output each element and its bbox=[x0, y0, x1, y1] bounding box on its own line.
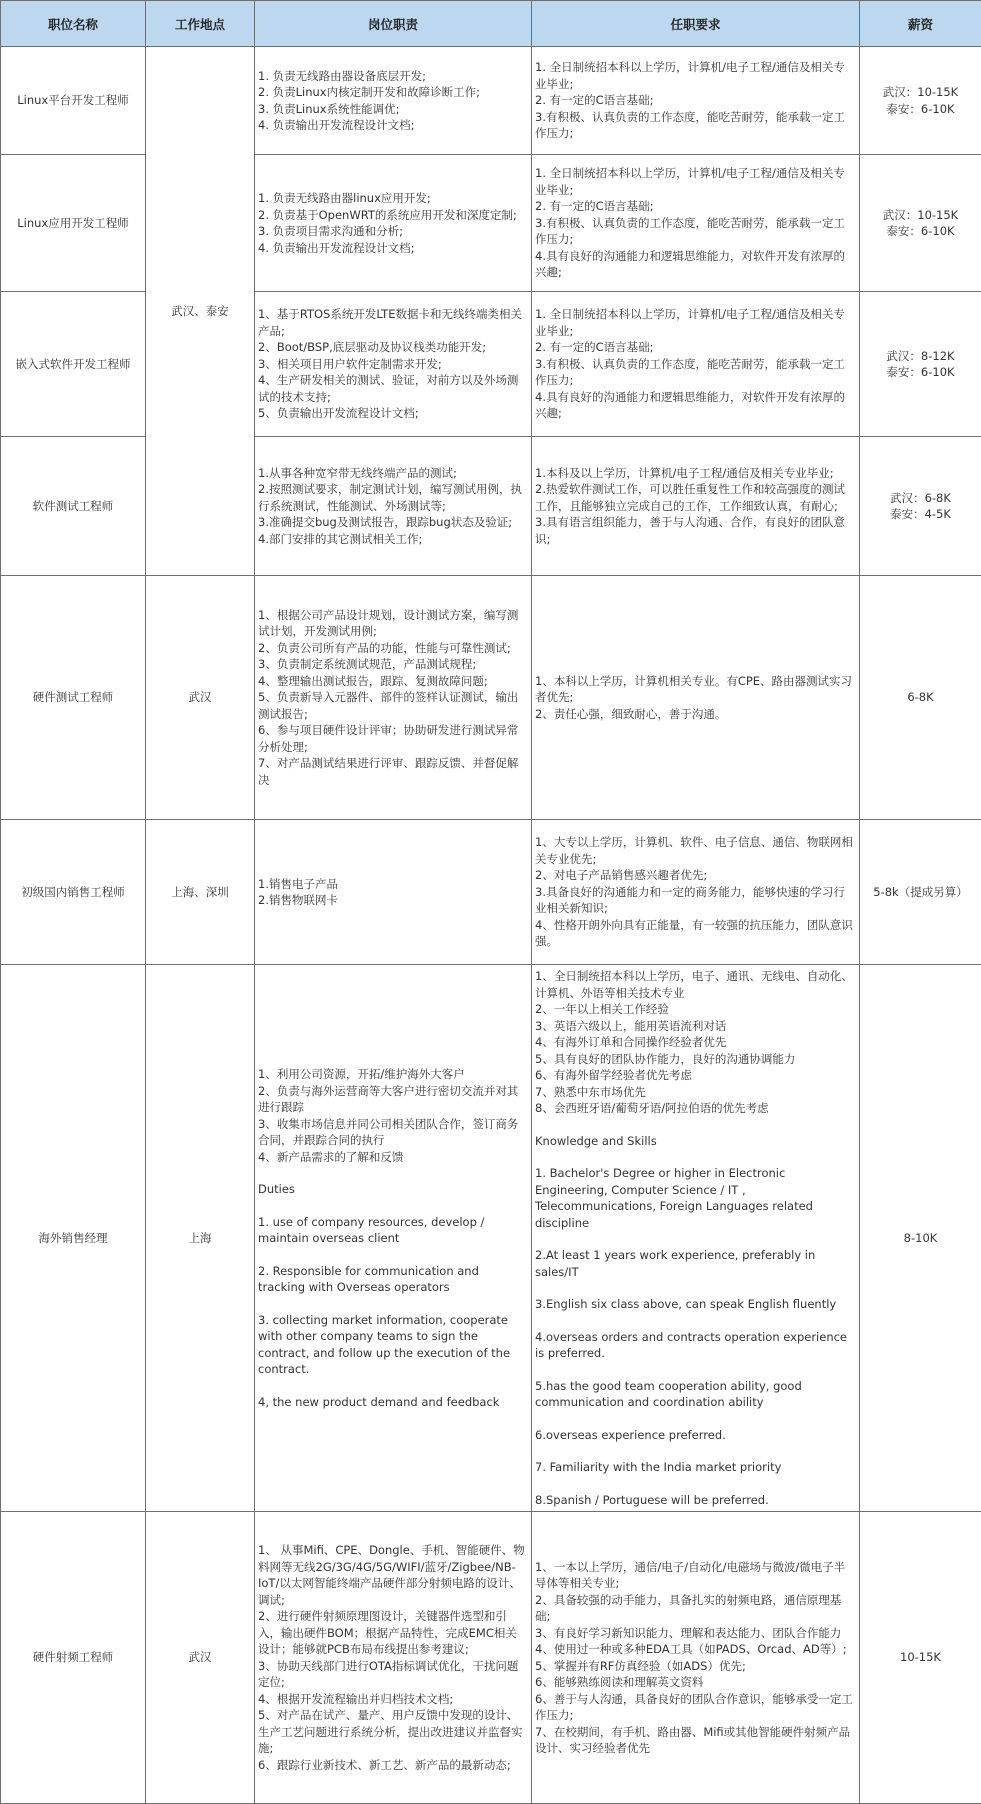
job-salary bbox=[860, 1512, 981, 1804]
requirement-line: 1、本科以上学历，计算机相关专业。有CPE、路由器测试实习者优先; bbox=[535, 673, 856, 706]
requirement-line: 1. Bachelor's Degree or higher in Electronic Engineering, Computer Science / IT , Telecommunications, Foreign Languages related discipline bbox=[535, 1165, 856, 1231]
duty-line: 1.从事各种宽窄带无线终端产品的测试; bbox=[258, 465, 528, 482]
requirements-en-heading: Knowledge and Skills bbox=[535, 1133, 856, 1150]
duty-line: 2、负责与海外运营商等大客户进行密切交流并对其进行跟踪 bbox=[258, 1083, 528, 1116]
job-title: 软件测试工程师 bbox=[1, 437, 146, 576]
job-title: 海外销售经理 bbox=[1, 965, 146, 1512]
requirement-line: 3.有积极、认真负责的工作态度，能吃苦耐劳，能承载一定工作压力; bbox=[535, 215, 856, 248]
job-location: 上海 bbox=[146, 965, 255, 1512]
spacer bbox=[258, 1247, 528, 1263]
salary-line: 泰安：6-10K bbox=[864, 223, 977, 240]
requirement-line: 6、有海外留学经验者优先考虑 bbox=[535, 1067, 856, 1084]
requirement-line: 5、掌握并有RF仿真经验（如ADS）优先; bbox=[535, 1658, 856, 1675]
duty-line: 1.销售电子产品 bbox=[258, 876, 528, 893]
duty-line: 1、利用公司资源，开拓/维护海外大客户 bbox=[258, 1066, 528, 1083]
spacer bbox=[535, 1231, 856, 1247]
requirement-line: 2、具备较强的动手能力，具备扎实的射频电路，通信原理基础; bbox=[535, 1592, 856, 1625]
job-location: 上海、深圳 bbox=[146, 820, 255, 965]
requirement-line: 1、一本以上学历，通信/电子/自动化/电磁场与微波/微电子半导体等相关专业; bbox=[535, 1559, 856, 1592]
requirement-line: 8.Spanish / Portuguese will be preferred. bbox=[535, 1492, 856, 1509]
spacer bbox=[258, 1198, 528, 1214]
requirement-line: 3、英语六级以上，能用英语流利对话 bbox=[535, 1018, 856, 1035]
job-duties bbox=[255, 1512, 532, 1804]
header-row bbox=[1, 1, 981, 47]
salary-line: 泰安：6-10K bbox=[864, 101, 977, 118]
duty-line: 4、整理输出测试报告，跟踪、复测故障问题; bbox=[258, 673, 528, 690]
duty-line: 5、负责新导入元器件、部件的签样认证测试，输出测试报告; bbox=[258, 689, 528, 722]
requirement-line: 3、有良好学习新知识能力、理解和表达能力、团队合作能力 bbox=[535, 1625, 856, 1642]
requirement-line: 4、有海外订单和合同操作经验者优先 bbox=[535, 1034, 856, 1051]
salary-line: 8-10K bbox=[864, 1230, 977, 1247]
requirement-line: 3.具备良好的沟通能力和一定的商务能力，能够快速的学习行业相关新知识; bbox=[535, 884, 856, 917]
job-requirements bbox=[532, 576, 860, 820]
requirement-line: 7、熟悉中东市场优先 bbox=[535, 1084, 856, 1101]
job-salary bbox=[860, 47, 981, 155]
header-title: 职位名称 bbox=[1, 1, 146, 47]
spacer bbox=[535, 1280, 856, 1296]
requirement-line: 3.有积极、认真负责的工作态度，能吃苦耐劳，能承载一定工作压力; bbox=[535, 109, 856, 142]
salary-line: 武汉：10-15K bbox=[864, 207, 977, 224]
job-requirements bbox=[532, 965, 860, 1512]
header-salary: 薪资 bbox=[860, 1, 981, 47]
job-requirements bbox=[532, 437, 860, 576]
job-salary bbox=[860, 576, 981, 820]
job-duties bbox=[255, 437, 532, 576]
duty-line: 3.准确提交bug及测试报告，跟踪bug状态及验证; bbox=[258, 514, 528, 531]
duty-line: 6、跟踪行业新技术、新工艺、新产品的最新动态; bbox=[258, 1757, 528, 1774]
duty-line: 1、基于RTOS系统开发LTE数据卡和无线终端类相关产品; bbox=[258, 306, 528, 339]
spacer bbox=[535, 1362, 856, 1378]
duty-line: 3、负责制定系统测试规范，产品测试规程; bbox=[258, 656, 528, 673]
job-title: 初级国内销售工程师 bbox=[1, 820, 146, 965]
duty-line: 3、收集市场信息并同公司相关团队合作，签订商务合同，并跟踪合同的执行 bbox=[258, 1116, 528, 1149]
requirement-line: 3.有积极、认真负责的工作态度，能吃苦耐劳，能承载一定工作压力; bbox=[535, 356, 856, 389]
duty-line: 5、对产品在试产、量产、用户反馈中发现的设计、生产工艺问题进行系统分析，提出改进建议并监督实施; bbox=[258, 1707, 528, 1757]
spacer bbox=[535, 1313, 856, 1329]
requirement-line: 2. 有一定的C语言基础; bbox=[535, 339, 856, 356]
job-location: 武汉 bbox=[146, 576, 255, 820]
table-row bbox=[1, 1512, 981, 1804]
spacer bbox=[258, 1296, 528, 1312]
job-salary bbox=[860, 437, 981, 576]
job-location: 武汉 bbox=[146, 1512, 255, 1804]
duty-line: 7、对产品测试结果进行评审、跟踪反馈、并督促解决 bbox=[258, 755, 528, 788]
requirement-line: 2.At least 1 years work experience, preferably in sales/IT bbox=[535, 1247, 856, 1280]
duty-line: 4. 负责输出开发流程设计文档; bbox=[258, 117, 528, 134]
requirement-line: 1. 全日制统招本科以上学历，计算机/电子工程/通信及相关专业毕业; bbox=[535, 165, 856, 198]
job-requirements bbox=[532, 292, 860, 437]
job-title: Linux平台开发工程师 bbox=[1, 47, 146, 155]
duty-line: 2. Responsible for communication and tracking with Overseas operators bbox=[258, 1263, 528, 1296]
job-title: 嵌入式软件开发工程师 bbox=[1, 292, 146, 437]
table-row bbox=[1, 47, 981, 155]
requirement-line: 6.overseas experience preferred. bbox=[535, 1427, 856, 1444]
requirement-line: 2、一年以上相关工作经验 bbox=[535, 1001, 856, 1018]
job-duties bbox=[255, 576, 532, 820]
table-row bbox=[1, 820, 981, 965]
job-requirements bbox=[532, 155, 860, 292]
requirement-line: 2.热爱软件测试工作，可以胜任重复性工作和较高强度的测试工作，且能够独立完成自己的工作，工作细致认真，有耐心; bbox=[535, 481, 856, 514]
duty-line: 3、相关项目用户软件定制需求开发; bbox=[258, 356, 528, 373]
duty-line: 1. 负责无线路由器linux应用开发; bbox=[258, 190, 528, 207]
salary-line: 武汉：8-12K bbox=[864, 348, 977, 365]
requirement-line: 1、全日制统招本科以上学历，电子、通讯、无线电、自动化、计算机、外语等相关技术专业 bbox=[535, 968, 856, 1001]
header-requirements: 任职要求 bbox=[532, 1, 860, 47]
duty-line: 3. 负责Linux系统性能调优; bbox=[258, 101, 528, 118]
header-duties: 岗位职责 bbox=[255, 1, 532, 47]
table-row bbox=[1, 576, 981, 820]
duty-line: 1. 负责无线路由器设备底层开发; bbox=[258, 68, 528, 85]
job-salary bbox=[860, 292, 981, 437]
salary-line: 泰安：6-10K bbox=[864, 364, 977, 381]
duty-line: 2、负责公司所有产品的功能，性能与可靠性测试; bbox=[258, 640, 528, 657]
salary-line: 10-15K bbox=[864, 1649, 977, 1666]
spacer bbox=[535, 1476, 856, 1492]
duties-en-heading: Duties bbox=[258, 1181, 528, 1198]
duty-line: 4, the new product demand and feedback bbox=[258, 1394, 528, 1411]
requirement-line: 1. 全日制统招本科以上学历，计算机/电子工程/通信及相关专业毕业; bbox=[535, 306, 856, 339]
table-row bbox=[1, 965, 981, 1512]
requirement-line: 4、性格开朗外向具有正能量，有一较强的抗压能力，团队意识强。 bbox=[535, 917, 856, 950]
requirement-line: 3.具有语言组织能力，善于与人沟通、合作，有良好的团队意识; bbox=[535, 514, 856, 547]
duty-line: 2、进行硬件射频原理图设计，关键器件选型和引入，输出硬件BOM；根据产品特性，完成EMC相关设计；能够就PCB布局布线提出参考建议; bbox=[258, 1608, 528, 1658]
duty-line: 3. collecting market information, cooperate with other company teams to sign the contract, and follow up the execution of the contract. bbox=[258, 1312, 528, 1378]
spacer bbox=[535, 1117, 856, 1133]
job-salary bbox=[860, 820, 981, 965]
job-salary bbox=[860, 155, 981, 292]
duty-line: 2、Boot/BSP,底层驱动及协议栈类功能开发; bbox=[258, 339, 528, 356]
spacer bbox=[535, 1149, 856, 1165]
requirement-line: 2、责任心强，细致耐心，善于沟通。 bbox=[535, 706, 856, 723]
job-location: 武汉、泰安 bbox=[146, 47, 255, 576]
duty-line: 2. 负责Linux内核定制开发和故障诊断工作; bbox=[258, 84, 528, 101]
requirement-line: 1.本科及以上学历，计算机/电子工程/通信及相关专业毕业; bbox=[535, 465, 856, 482]
duty-line: 4、根据开发流程输出并归档技术文档; bbox=[258, 1691, 528, 1708]
job-title: Linux应用开发工程师 bbox=[1, 155, 146, 292]
job-requirements bbox=[532, 820, 860, 965]
requirement-line: 7. Familiarity with the India market priority bbox=[535, 1459, 856, 1476]
job-title: 硬件射频工程师 bbox=[1, 1512, 146, 1804]
requirement-line: 1、大专以上学历，计算机、软件、电子信息、通信、物联网相关专业优先; bbox=[535, 834, 856, 867]
duty-line: 6、参与项目硬件设计评审；协助研发进行测试异常分析处理; bbox=[258, 722, 528, 755]
job-duties bbox=[255, 47, 532, 155]
duty-line: 4、新产品需求的了解和反馈 bbox=[258, 1149, 528, 1166]
spacer bbox=[258, 1165, 528, 1181]
duty-line: 2. 负责基于OpenWRT的系统应用开发和深度定制; bbox=[258, 207, 528, 224]
requirement-line: 1. 全日制统招本科以上学历，计算机/电子工程/通信及相关专业毕业; bbox=[535, 59, 856, 92]
job-requirements bbox=[532, 47, 860, 155]
spacer bbox=[258, 1378, 528, 1394]
duty-line: 2.销售物联网卡 bbox=[258, 892, 528, 909]
duty-line: 3、协助天线部门进行OTA指标调试优化，干扰问题定位; bbox=[258, 1658, 528, 1691]
requirement-line: 3.English six class above, can speak English fluently bbox=[535, 1296, 856, 1313]
job-duties bbox=[255, 965, 532, 1512]
spacer bbox=[535, 1411, 856, 1427]
duty-line: 4. 负责输出开发流程设计文档; bbox=[258, 240, 528, 257]
salary-line: 6-8K bbox=[864, 689, 977, 706]
requirement-line: 6、能够熟练阅读和理解英文资料 bbox=[535, 1674, 856, 1691]
salary-line: 武汉：6-8K bbox=[864, 490, 977, 507]
requirement-line: 4.overseas orders and contracts operation experience is preferred. bbox=[535, 1329, 856, 1362]
job-requirements bbox=[532, 1512, 860, 1804]
salary-line: 5-8k（提成另算） bbox=[864, 884, 977, 901]
requirement-line: 5.has the good team cooperation ability, good communication and coordination ability bbox=[535, 1378, 856, 1411]
duty-line: 3. 负责项目需求沟通和分析; bbox=[258, 223, 528, 240]
job-duties bbox=[255, 820, 532, 965]
duty-line: 4.部门安排的其它测试相关工作; bbox=[258, 531, 528, 548]
duty-line: 1、根据公司产品设计规划，设计测试方案，编写测试计划，开发测试用例; bbox=[258, 607, 528, 640]
requirement-line: 6、善于与人沟通，具备良好的团队合作意识，能够承受一定工作压力; bbox=[535, 1691, 856, 1724]
requirement-line: 2. 有一定的C语言基础; bbox=[535, 92, 856, 109]
duty-line: 1. use of company resources, develop / maintain overseas client bbox=[258, 1214, 528, 1247]
requirement-line: 5、具有良好的团队协作能力，良好的沟通协调能力 bbox=[535, 1051, 856, 1068]
job-title: 硬件测试工程师 bbox=[1, 576, 146, 820]
job-duties bbox=[255, 155, 532, 292]
spacer bbox=[535, 1443, 856, 1459]
requirement-line: 4.具有良好的沟通能力和逻辑思维能力，对软件开发有浓厚的兴趣; bbox=[535, 248, 856, 281]
requirement-line: 7、在校期间，有手机、路由器、Mifi或其他智能硬件射频产品设计、实习经验者优先 bbox=[535, 1724, 856, 1757]
salary-line: 泰安：4-5K bbox=[864, 506, 977, 523]
requirement-line: 2. 有一定的C语言基础; bbox=[535, 198, 856, 215]
requirement-line: 4、使用过一种或多种EDA工具（如PADS、Orcad、AD等）; bbox=[535, 1641, 856, 1658]
header-location: 工作地点 bbox=[146, 1, 255, 47]
duty-line: 4、生产研发相关的测试、验证，对前方以及外场测试的技术支持; bbox=[258, 372, 528, 405]
job-salary bbox=[860, 965, 981, 1512]
duty-line: 5、负责输出开发流程设计文档; bbox=[258, 405, 528, 422]
duty-line: 2.按照测试要求，制定测试计划，编写测试用例，执行系统测试，性能测试、外场测试等; bbox=[258, 481, 528, 514]
duty-line: 1、 从事Mifi、CPE、Dongle、手机、智能硬件、物料网等无线2G/3G/4G/5G/WIFI/蓝牙/Zigbee/NB-IoT/以太网智能终端产品硬件部分射频电路的设计、调试; bbox=[258, 1542, 528, 1608]
requirement-line: 4.具有良好的沟通能力和逻辑思维能力，对软件开发有浓厚的兴趣; bbox=[535, 389, 856, 422]
requirement-line: 2、对电子产品销售感兴趣者优先; bbox=[535, 867, 856, 884]
requirement-line: 8、会西班牙语/葡萄牙语/阿拉伯语的优先考虑 bbox=[535, 1100, 856, 1117]
salary-line: 武汉：10-15K bbox=[864, 84, 977, 101]
job-duties bbox=[255, 292, 532, 437]
